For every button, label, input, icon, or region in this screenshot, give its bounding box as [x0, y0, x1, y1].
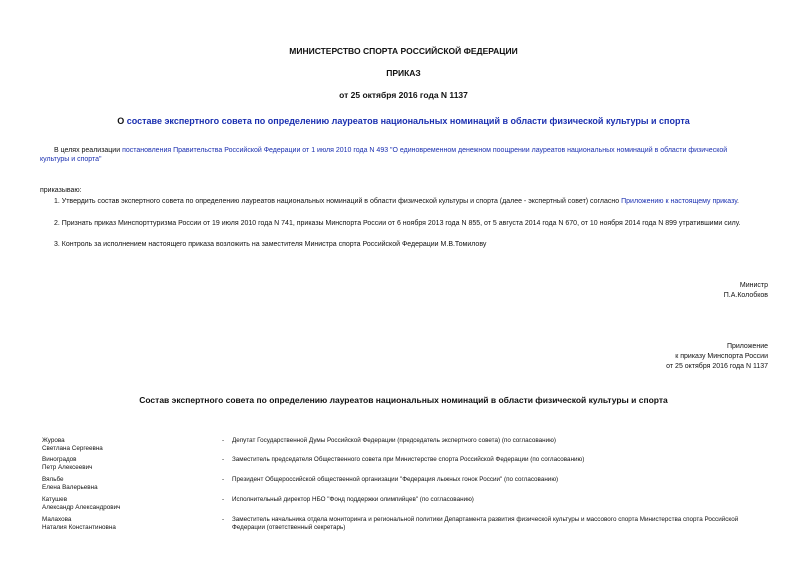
member-given-name: Наталия Константиновна [42, 524, 116, 531]
member-given-name: Петр Алексеевич [42, 464, 93, 471]
member-role: Исполнительный директор НБО "Фонд поддержки олимпийцев" (по согласованию) [232, 496, 474, 503]
member-role: Президент Общероссийской общественной организации "Федерация лыжных гонок России" (по согласованию) [232, 476, 559, 483]
title-link[interactable]: составе экспертного совета по определению лауреатов национальных номинаций в области физической культуры и спорта [126, 116, 690, 126]
appendix-ref1: к приказу Минспорта России [675, 353, 768, 360]
appendix-link[interactable]: Приложению к настоящему приказу [621, 198, 738, 205]
resolution-link[interactable]: постановления Правительства Российской Федерации от 1 июля 2010 года N 493 "О единовременном денежном поощрении лауреатов национальных номинаций в области физической [122, 147, 728, 154]
order-item-1: 1. Утвердить состав экспертного совета по определению лауреатов национальных номинаций в области физической культуры и спорта (далее - экспертный совет) согласно Приложению к настоящему приказу. [54, 198, 739, 205]
member-given-name: Елена Валерьевна [42, 484, 98, 491]
member-given-name: Светлана Сергеевна [42, 445, 103, 452]
doc-type-heading: ПРИКАЗ [386, 68, 421, 78]
member-surname: Катушев [42, 496, 68, 503]
order-item-2: 2. Признать приказ Минспорттуризма России от 19 июля 2010 года N 741, приказы Минспорта России от 6 ноября 2013 года N 855, от 5 августа 2014 года N 670, от 10 ноября 2014 года N 899 утратившими силу. [54, 220, 741, 227]
date-number-heading: от 25 октября 2016 года N 1137 [339, 90, 468, 100]
member-role: Заместитель начальника отдела мониторинга и региональной политики Департамента развития физической культуры и массового спорта Министерства спорта Российской Федерации (ответственный секретарь) [232, 516, 739, 531]
signature-position: Министр [739, 282, 768, 289]
preamble-line1 [54, 146, 769, 155]
appendix-title: Состав экспертного совета по определению лауреатов национальных номинаций в области физической культуры и спорта [139, 395, 668, 405]
order-item-3: 3. Контроль за исполнением настоящего приказа возложить на заместителя Министра спорта Российской Федерации М.В.Томилову [54, 241, 487, 248]
member-dash: - [222, 476, 225, 483]
title-prefix: О [117, 116, 127, 126]
member-role: Депутат Государственной Думы Российской Федерации (председатель экспертного совета) (по согласованию) [232, 437, 556, 444]
ministry-heading: МИНИСТЕРСТВО СПОРТА РОССИЙСКОЙ ФЕДЕРАЦИИ [289, 46, 518, 56]
member-surname: Малахова [42, 516, 72, 523]
member-dash: - [222, 516, 225, 523]
resolution-link-cont[interactable]: культуры и спорта" [40, 156, 102, 163]
order-word: приказываю: [40, 187, 82, 194]
member-surname: Журова [42, 437, 65, 444]
appendix-label: Приложение [726, 343, 768, 350]
signature-name: П.А.Колобков [723, 292, 768, 299]
member-dash: - [222, 437, 225, 444]
appendix-ref2: от 25 октября 2016 года N 1137 [666, 363, 768, 370]
member-surname: Виноградов [42, 456, 77, 463]
document-title [0, 116, 807, 126]
member-dash: - [222, 496, 225, 503]
member-surname: Вяльбе [42, 476, 64, 483]
member-given-name: Александр Александрович [42, 504, 121, 511]
member-role: Заместитель председателя Общественного совета при Министерстве спорта Российской Федерации (по согласованию) [232, 456, 585, 463]
preamble-intro: В целях реализации [54, 147, 123, 154]
member-dash: - [222, 456, 225, 463]
